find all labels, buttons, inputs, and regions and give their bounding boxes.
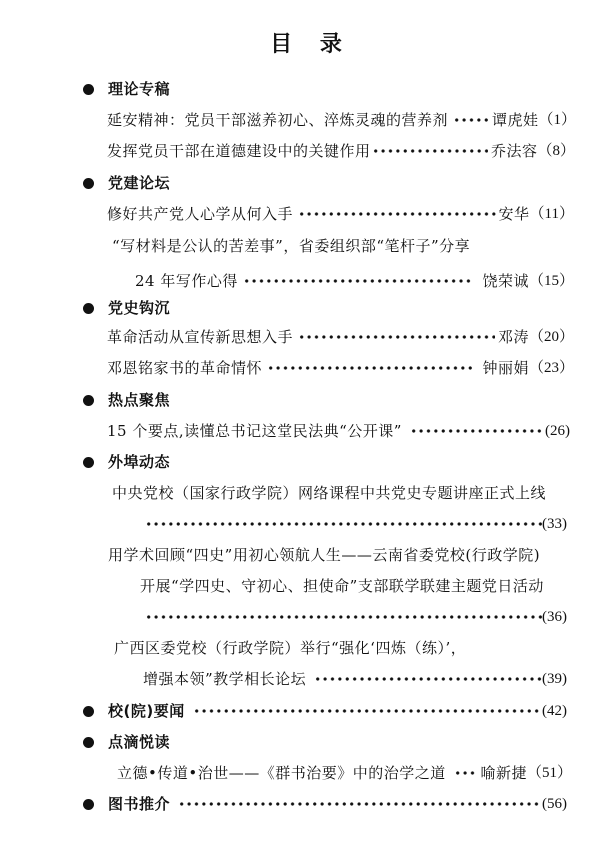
entry-title: 15 个要点,读懂总书记这堂民法典“公开课” [107,422,402,440]
entry-page: (56) [542,796,567,812]
entry-page: (42) [542,703,567,719]
section-heading: 校(院)要闻 [108,702,185,720]
dot-leader [145,514,542,534]
entry-page: （15） [528,273,574,289]
entry-title-line: 24 年写作心得 [135,272,238,290]
toc-entry [145,514,567,534]
entry-author: 乔法容 [490,142,538,160]
entry-title-line: 广西区委党校（行政学院）举行“强化‘四炼（练）’， [114,639,467,657]
entry-page: (33) [542,516,567,532]
toc-entry [145,607,567,627]
toc-entry [107,421,570,441]
entry-page: (39) [542,671,567,687]
dot-leader [410,421,545,441]
bullet-icon [83,303,94,314]
toc-entry [107,358,574,378]
entry-author: 邓涛 [497,328,529,346]
entry-page: （11） [529,206,574,222]
dot-leader [178,794,542,814]
section-heading: 理论专稿 [108,80,171,98]
entry-title-line: “写材料是公认的苦差事”，省委组织部“笔杆子”分享 [112,237,471,255]
entry-title: 革命活动从宣传新思想入手 [107,328,294,346]
entry-author: 谭虎娃 [491,111,539,129]
entry-author: 钟丽娟 [482,359,529,377]
page-title: 目 录 [270,32,342,57]
entry-title: 修好共产党人心学从何入手 [107,205,294,223]
entry-page: （1） [538,112,576,128]
entry-page: （8） [537,143,575,159]
section-heading: 热点聚焦 [108,391,171,409]
dot-leader [267,358,473,378]
entry-title: 延安精神：党员干部滋养初心、淬炼灵魂的营养剂 [107,111,449,129]
bullet-icon [83,706,94,717]
entry-title: 立德•传道•治世——《群书治要》中的治学之道 [117,764,446,782]
toc-entry [143,669,567,689]
bullet-icon [83,84,94,95]
bullet-icon [83,178,94,189]
toc-entry [108,701,567,721]
entry-page: (36) [542,609,567,625]
toc-entry [107,204,574,224]
dot-leader [372,141,488,161]
dot-leader [454,763,478,783]
section-heading: 图书推介 [108,795,171,813]
entry-page: （23） [528,360,574,376]
dot-leader [298,327,495,347]
entry-author: 饶荣诚 [482,272,529,290]
entry-author: 喻新捷 [480,764,527,782]
toc-entry [108,794,567,814]
entry-page: (26) [545,423,570,439]
bullet-icon [83,395,94,406]
toc-entry [135,271,574,291]
entry-title-line: 开展“学四史、守初心、担使命”支部联学联建主题党日活动 [140,577,544,595]
section-heading: 点滴悦读 [108,733,171,751]
entry-page: （20） [528,329,574,345]
toc-entry [117,763,572,783]
dot-leader [314,669,542,689]
entry-title: 邓恩铭家书的革命情怀 [107,359,263,377]
dot-leader [298,204,496,224]
dot-leader [193,701,542,721]
entry-title: 发挥党员干部在道德建设中的关键作用 [107,142,371,160]
bullet-icon [83,799,94,810]
section-heading: 党史钩沉 [108,299,171,317]
toc-entry [107,327,574,347]
entry-page: （51） [526,765,572,781]
dot-leader [145,607,542,627]
dot-leader [243,271,475,291]
section-heading: 党建论坛 [108,174,171,192]
bullet-icon [83,737,94,748]
entry-author: 安华 [498,205,530,223]
entry-title-line: 用学术回顾“四史”用初心领航人生——云南省委党校(行政学院) [108,546,541,564]
section-heading: 外埠动态 [108,453,171,471]
entry-title-line: 中央党校（国家行政学院）网络课程中共党史专题讲座正式上线 [112,484,547,502]
entry-title-line: 增强本领”教学相长论坛 [143,670,307,688]
dot-leader [453,110,489,130]
toc-entry [107,141,575,161]
bullet-icon [83,457,94,468]
toc-entry [107,110,576,130]
